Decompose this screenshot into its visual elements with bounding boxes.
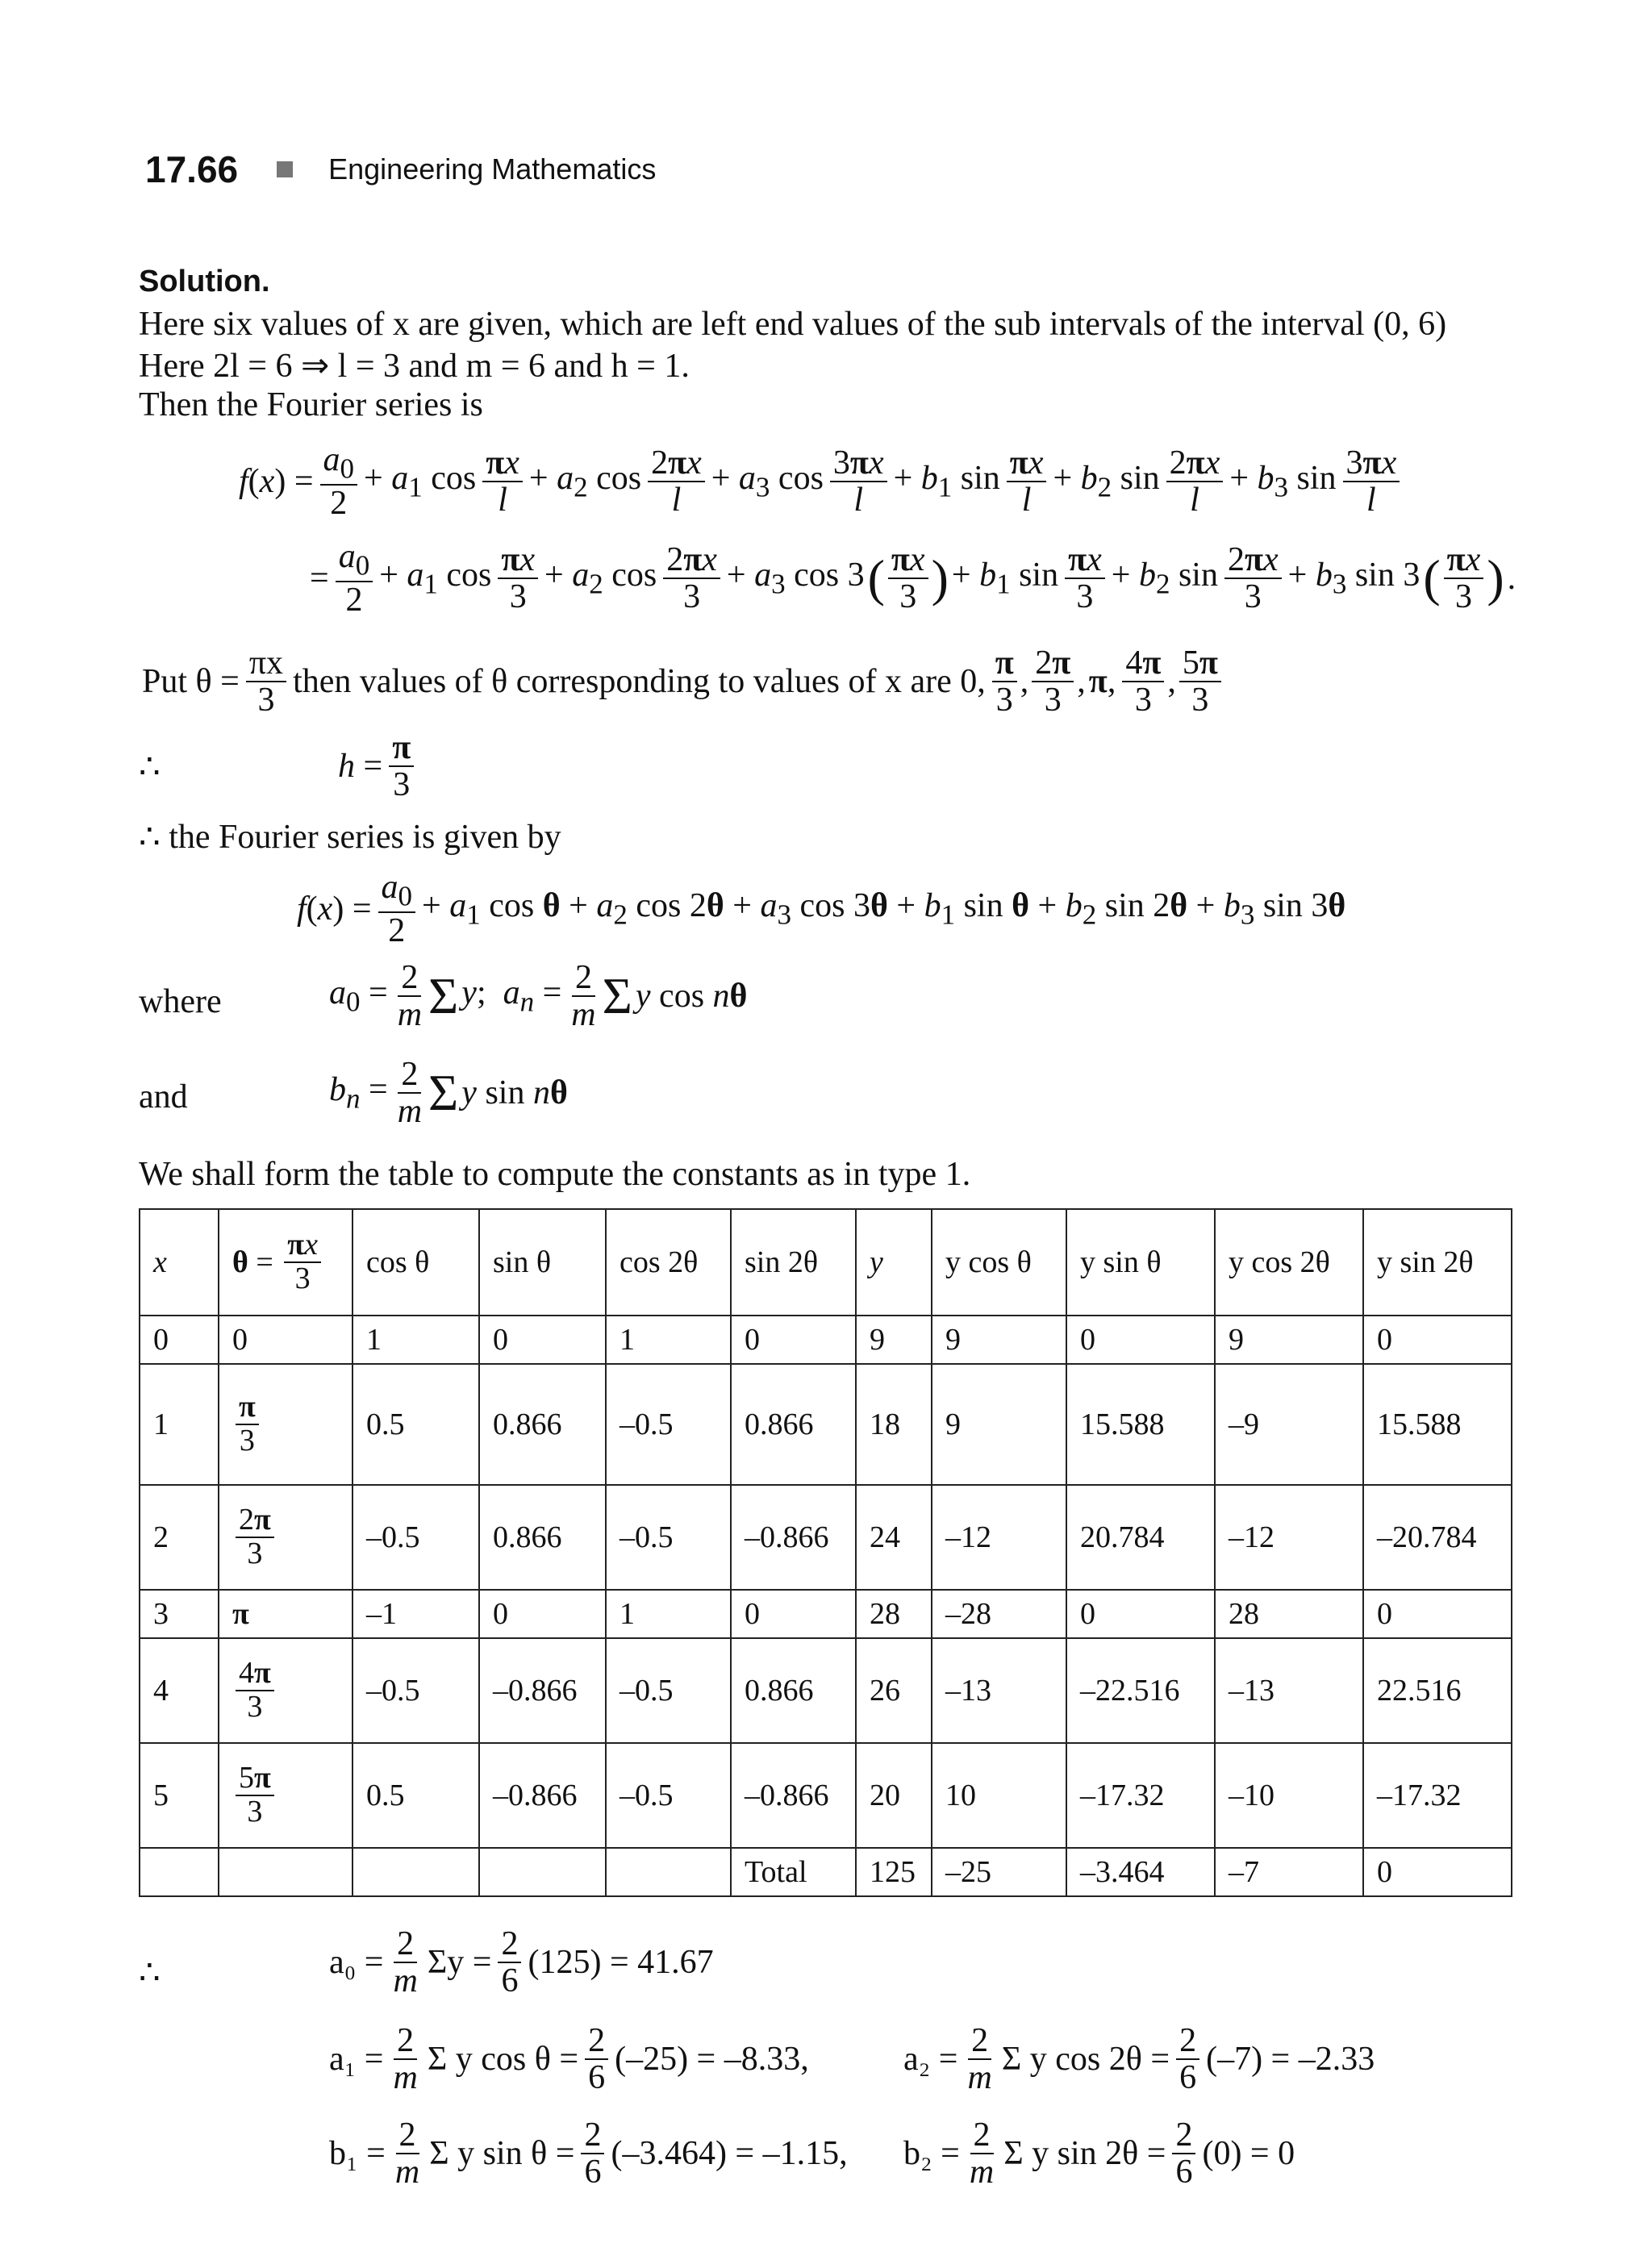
book-title: Engineering Mathematics [328, 152, 657, 186]
header-sin-2theta: sin 2θ [731, 1209, 856, 1316]
fourier-series-l3: = $\frac{a_0}{2}$ + $a_1$ cos $\frac{\pi x}{3}$ + $a_2$ cos $\frac{2\pi x}{3}$ + $a_3$ cos 3 ( $\frac{\pi x}{3}$ ) + $b_1$ sin $\frac{\pi x}{3}$ + $b_2$ sin $\frac{2\pi x}{3}$ + $b_3$ sin 3 ( $\frac{\pi x}{3}$ ) . [310, 538, 1516, 619]
a0-an-definitions: $a_0$ = $\frac{2}{m}$ Σ y; $a_n$ = $\frac{2}{m}$ Σ y cos nθ [329, 959, 748, 1034]
fourier-series-general: f(x) = $\frac{a_0}{2}$ + $a_1$ cos $\frac{\pi x}{l}$ + $a_2$ cos $\frac{2\pi x}{l}$ + $a_3$ cos $\frac{3\pi x}{l}$ + $b_1$ sin $\frac{\pi x}{l}$ + $b_2$ sin $\frac{2\pi x}{l}$ + $b_3$ sin $\frac{3\pi x}{l}$ [236, 442, 1403, 521]
where-label: where [139, 983, 222, 1020]
result-a0: a₀ = $\frac{2}{m}$ Σy = $\frac{2}{6}$ (125) = 41.67 [329, 1925, 714, 2000]
fourier-series-theta: f(x) = $\frac{a_0}{2}$ + $a_1$ $\cos \theta + a_2$ $\cos 2\theta + a_3$ $\cos 3\theta + b_1$ $\sin \theta + b_2$ $\sin 2\theta + b_3$ sin 3θ [297, 869, 1346, 950]
theta-cell: $\frac{\pi}{3}$ [219, 1364, 353, 1485]
therefore-symbol: ∴ [139, 749, 161, 786]
header-y-sin-2theta: y sin 2θ [1363, 1209, 1512, 1316]
header-sin-theta: sin θ [479, 1209, 606, 1316]
theta-cell: π [219, 1590, 353, 1638]
solution-label: Solution. [139, 265, 270, 298]
page-number: 17.66 [145, 148, 239, 190]
fourier-coefficients-table [139, 1208, 1512, 1897]
header-y-sin-theta: y sin θ [1066, 1209, 1215, 1316]
and-label: and [139, 1078, 188, 1115]
result-a1: a₁ = $\frac{2}{m}$ Σ y cos θ = $\frac{2}{6}$ (–25) = –8.33, [329, 2022, 809, 2097]
table-row: 4 $\frac{4\pi}{3}$ –0.5 –0.866 –0.5 0.866 26 –13 –22.516 –13 22.516 [140, 1638, 1512, 1743]
header-theta: θ = $\frac{\pi x}{3}$ [219, 1209, 353, 1316]
therefore-symbol-results: ∴ [139, 1954, 161, 1991]
header-y-cos-2theta: y cos 2θ [1215, 1209, 1363, 1316]
theta-cell: $\frac{4\pi}{3}$ [219, 1638, 353, 1743]
result-b1: b₁ = $\frac{2}{m}$ Σ y sin θ = $\frac{2}{6}$ (–3.464) = –1.15, [329, 2116, 848, 2191]
header-y-cos-theta: y cos θ [932, 1209, 1066, 1316]
paragraph-series: Then the Fourier series is [139, 386, 483, 423]
put-theta-prefix: Put θ = [142, 663, 240, 701]
bn-definition: $b_n$ = $\frac{2}{m}$ Σ y sin nθ [329, 1056, 568, 1131]
table-row: 3 π –1 0 1 0 28 –28 0 28 0 [140, 1590, 1512, 1638]
header-cos-theta: cos θ [353, 1209, 479, 1316]
theta-cell: $\frac{2\pi}{3}$ [219, 1485, 353, 1590]
h-equation: h = $\frac{\pi}{3}$ [335, 730, 417, 803]
paragraph-intro: Here six values of x are given, which are left end values of the sub intervals of the interval (0, 6) [139, 306, 1447, 343]
fourier-given-line: ∴ the Fourier series is given by [139, 819, 561, 856]
header-cos-2theta: cos 2θ [606, 1209, 731, 1316]
total-label: Total [731, 1848, 856, 1896]
theta-cell: $\frac{5\pi}{3}$ [219, 1743, 353, 1848]
table-row: 2 $\frac{2\pi}{3}$ –0.5 0.866 –0.5 –0.866 24 –12 20.784 –12 –20.784 [140, 1485, 1512, 1590]
page-header [145, 145, 656, 194]
header-square-icon [277, 161, 293, 177]
put-theta-line: Put θ = $\frac{\pi x}{3}$ then values of θ corresponding to values of x are 0, $\frac{\pi}{3}$ , $\frac{2\pi}{3}$ , π, $\frac{4\pi}{3}$ , $\frac{5\pi}{3}$ [139, 645, 1224, 718]
table-row: 0 0 1 0 1 0 9 9 0 9 0 [140, 1316, 1512, 1364]
table-row: 5 $\frac{5\pi}{3}$ 0.5 –0.866 –0.5 –0.866 20 10 –17.32 –10 –17.32 [140, 1743, 1512, 1848]
table-header-row [140, 1209, 1512, 1316]
header-x: x [140, 1209, 219, 1316]
header-y: y [856, 1209, 932, 1316]
form-table-line: We shall form the table to compute the constants as in type 1. [139, 1156, 971, 1193]
paragraph-interval: Here 2l = 6 ⇒ l = 3 and m = 6 and h = 1. [139, 348, 690, 385]
result-a2: a₂ = $\frac{2}{m}$ Σ y cos 2θ = $\frac{2}{6}$ (–7) = –2.33 [903, 2022, 1375, 2097]
result-b2: b₂ = $\frac{2}{m}$ Σ y sin 2θ = $\frac{2}{6}$ (0) = 0 [903, 2116, 1295, 2191]
table-total-row: Total 125 –25 –3.464 –7 0 [140, 1848, 1512, 1896]
put-theta-middle: then values of θ corresponding to values of x are 0, [293, 663, 986, 701]
table-row: 1 $\frac{\pi}{3}$ 0.5 0.866 –0.5 0.866 18 9 15.588 –9 15.588 [140, 1364, 1512, 1485]
